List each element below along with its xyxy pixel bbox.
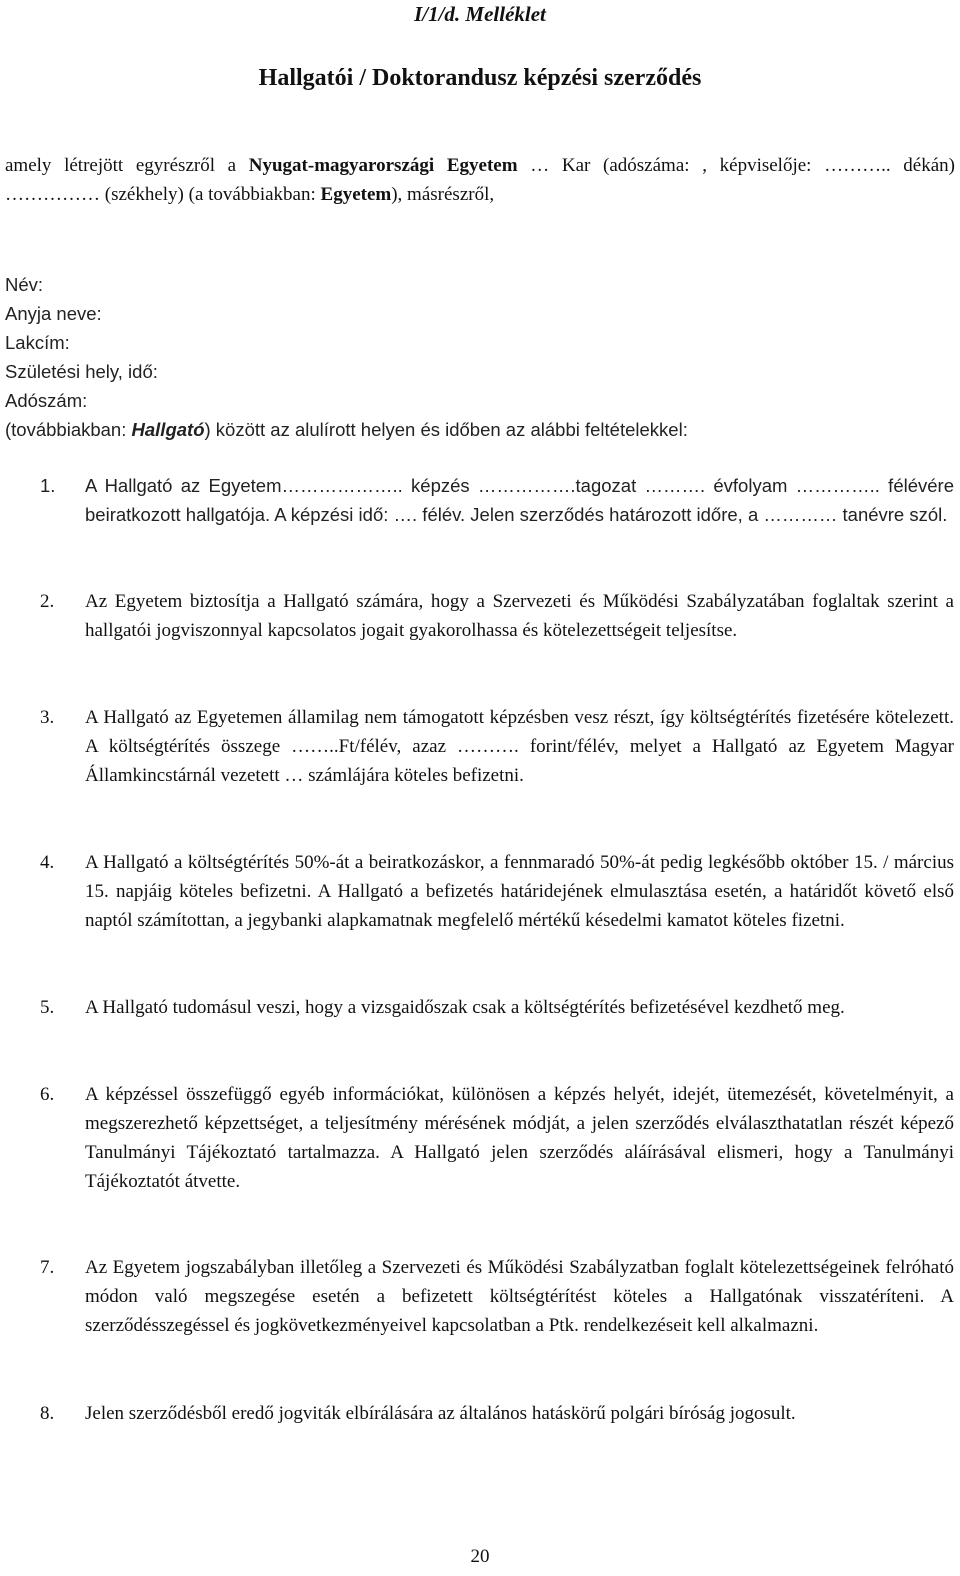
intro-text-3: ), másrészről, [391, 183, 495, 205]
field-name-label: Név: [5, 274, 44, 295]
item-number: 7. [40, 1257, 55, 1278]
contract-item [40, 1253, 954, 1340]
item-text: A képzéssel összefüggő egyéb információkat, különösen a képzés helyét, idejét, ütemezését, követelményit, a megszerezhető képzettséget, a teljesítmény mérésének módját, a jelen szerződés elválaszthatatlan részét képező Tanulmányi Tájékoztató tartalmazza. A Hallgató jelen szerződés aláírásával elismeri, hogy a Tanulmányi Tájékoztatót átvette. [85, 1084, 954, 1192]
item-text: A Hallgató a költségtérítés 50%-át a beiratkozáskor, a fennmaradó 50%-át pedig legkésőbb október 15. / március 15. napjáig köteles befizetni. A Hallgató a befizetés határidejének elmulasztása esetén, a határidőt követő első naptól számítottan, a jegybanki alapkamatnak megfelelő mértékű késedelmi kamatot köteles fizetni. [85, 852, 954, 931]
intro-text-2: … Kar (adószáma: , képviselője: ……….. dékán) …………… (székhely) (a továbbiakban: [5, 155, 955, 205]
student-fields [5, 270, 955, 444]
contract-item [40, 471, 954, 529]
document-title: Hallgatói / Doktorandusz képzési szerződés [258, 65, 702, 91]
annex-label: I/1/d. Melléklet [414, 2, 546, 26]
item-text: Az Egyetem biztosítja a Hallgató számára, hogy a Szervezeti és Működési Szabályzatában foglaltak szerint a hallgatói jogviszonnyal kapcsolatos jogait gyakorolhassa és kötelezettségeit teljesítse. [85, 591, 954, 641]
closing-student-term: Hallgató [131, 419, 205, 440]
item-text: Az Egyetem jogszabályban illetőleg a Szervezeti és Működési Szabályzatban foglalt kötelezettségeinek felróható módon való megszegése esetén a befizetett költségtérítést köteles a Hallgatónak visszatéríteni. A szerződésszegéssel és jogkövetkezményeivel kapcsolatban a Ptk. rendelkezéseit kell alkalmazni. [85, 1257, 954, 1336]
contract-item [40, 1399, 954, 1428]
item-number: 1. [40, 475, 56, 496]
item-number: 4. [40, 852, 55, 873]
item-number: 3. [40, 707, 55, 728]
field-tax-id-label: Adószám: [5, 390, 88, 411]
intro-paragraph [5, 152, 955, 209]
item-number: 8. [40, 1403, 55, 1424]
field-address-label: Lakcím: [5, 332, 70, 353]
item-text: A Hallgató az Egyetemen államilag nem támogatott képzésben vesz részt, így költségtérítés fizetésére kötelezett. A költségtérítés összege ……..Ft/félév, azaz ………. forint/félév, melyet a Hallgató az Egyetem Magyar Államkincstárnál vezetett … számlájára köteles befizetni. [85, 707, 954, 786]
page-number: 20 [470, 1546, 490, 1567]
item-text: Jelen szerződésből eredő jogviták elbírálására az általános hatáskörű polgári bíróság jogosult. [85, 1403, 796, 1424]
item-text: A Hallgató tudomásul veszi, hogy a vizsgaidőszak csak a költségtérítés befizetésével kezdhető meg. [85, 997, 845, 1018]
item-text: A Hallgató az Egyetem……………….. képzés …………….tagozat ………. évfolyam ………….. félévére beiratkozott hallgatója. A képzési idő: …. félév. Jelen szerződés határozott időre, a ………… tanévre szól. [85, 475, 954, 525]
field-birth-label: Születési hely, idő: [5, 361, 158, 382]
intro-text-1: amely létrejött egyrészről a [5, 155, 249, 176]
fields-closing [5, 415, 955, 444]
closing-text-1: (továbbiakban: [5, 419, 132, 440]
closing-text-2: ) között az alulírott helyen és időben az alábbi feltételekkel: [204, 419, 688, 440]
university-name: Nyugat-magyarországi Egyetem [248, 155, 518, 176]
contract-item [40, 587, 954, 645]
field-mother-name-label: Anyja neve: [5, 303, 102, 324]
contract-item [40, 1080, 954, 1196]
contract-item [40, 848, 954, 935]
contract-item [40, 703, 954, 790]
item-number: 6. [40, 1084, 55, 1105]
item-number: 5. [40, 997, 55, 1018]
contract-item [40, 993, 954, 1022]
university-short-name: Egyetem [320, 183, 392, 205]
item-number: 2. [40, 591, 55, 612]
